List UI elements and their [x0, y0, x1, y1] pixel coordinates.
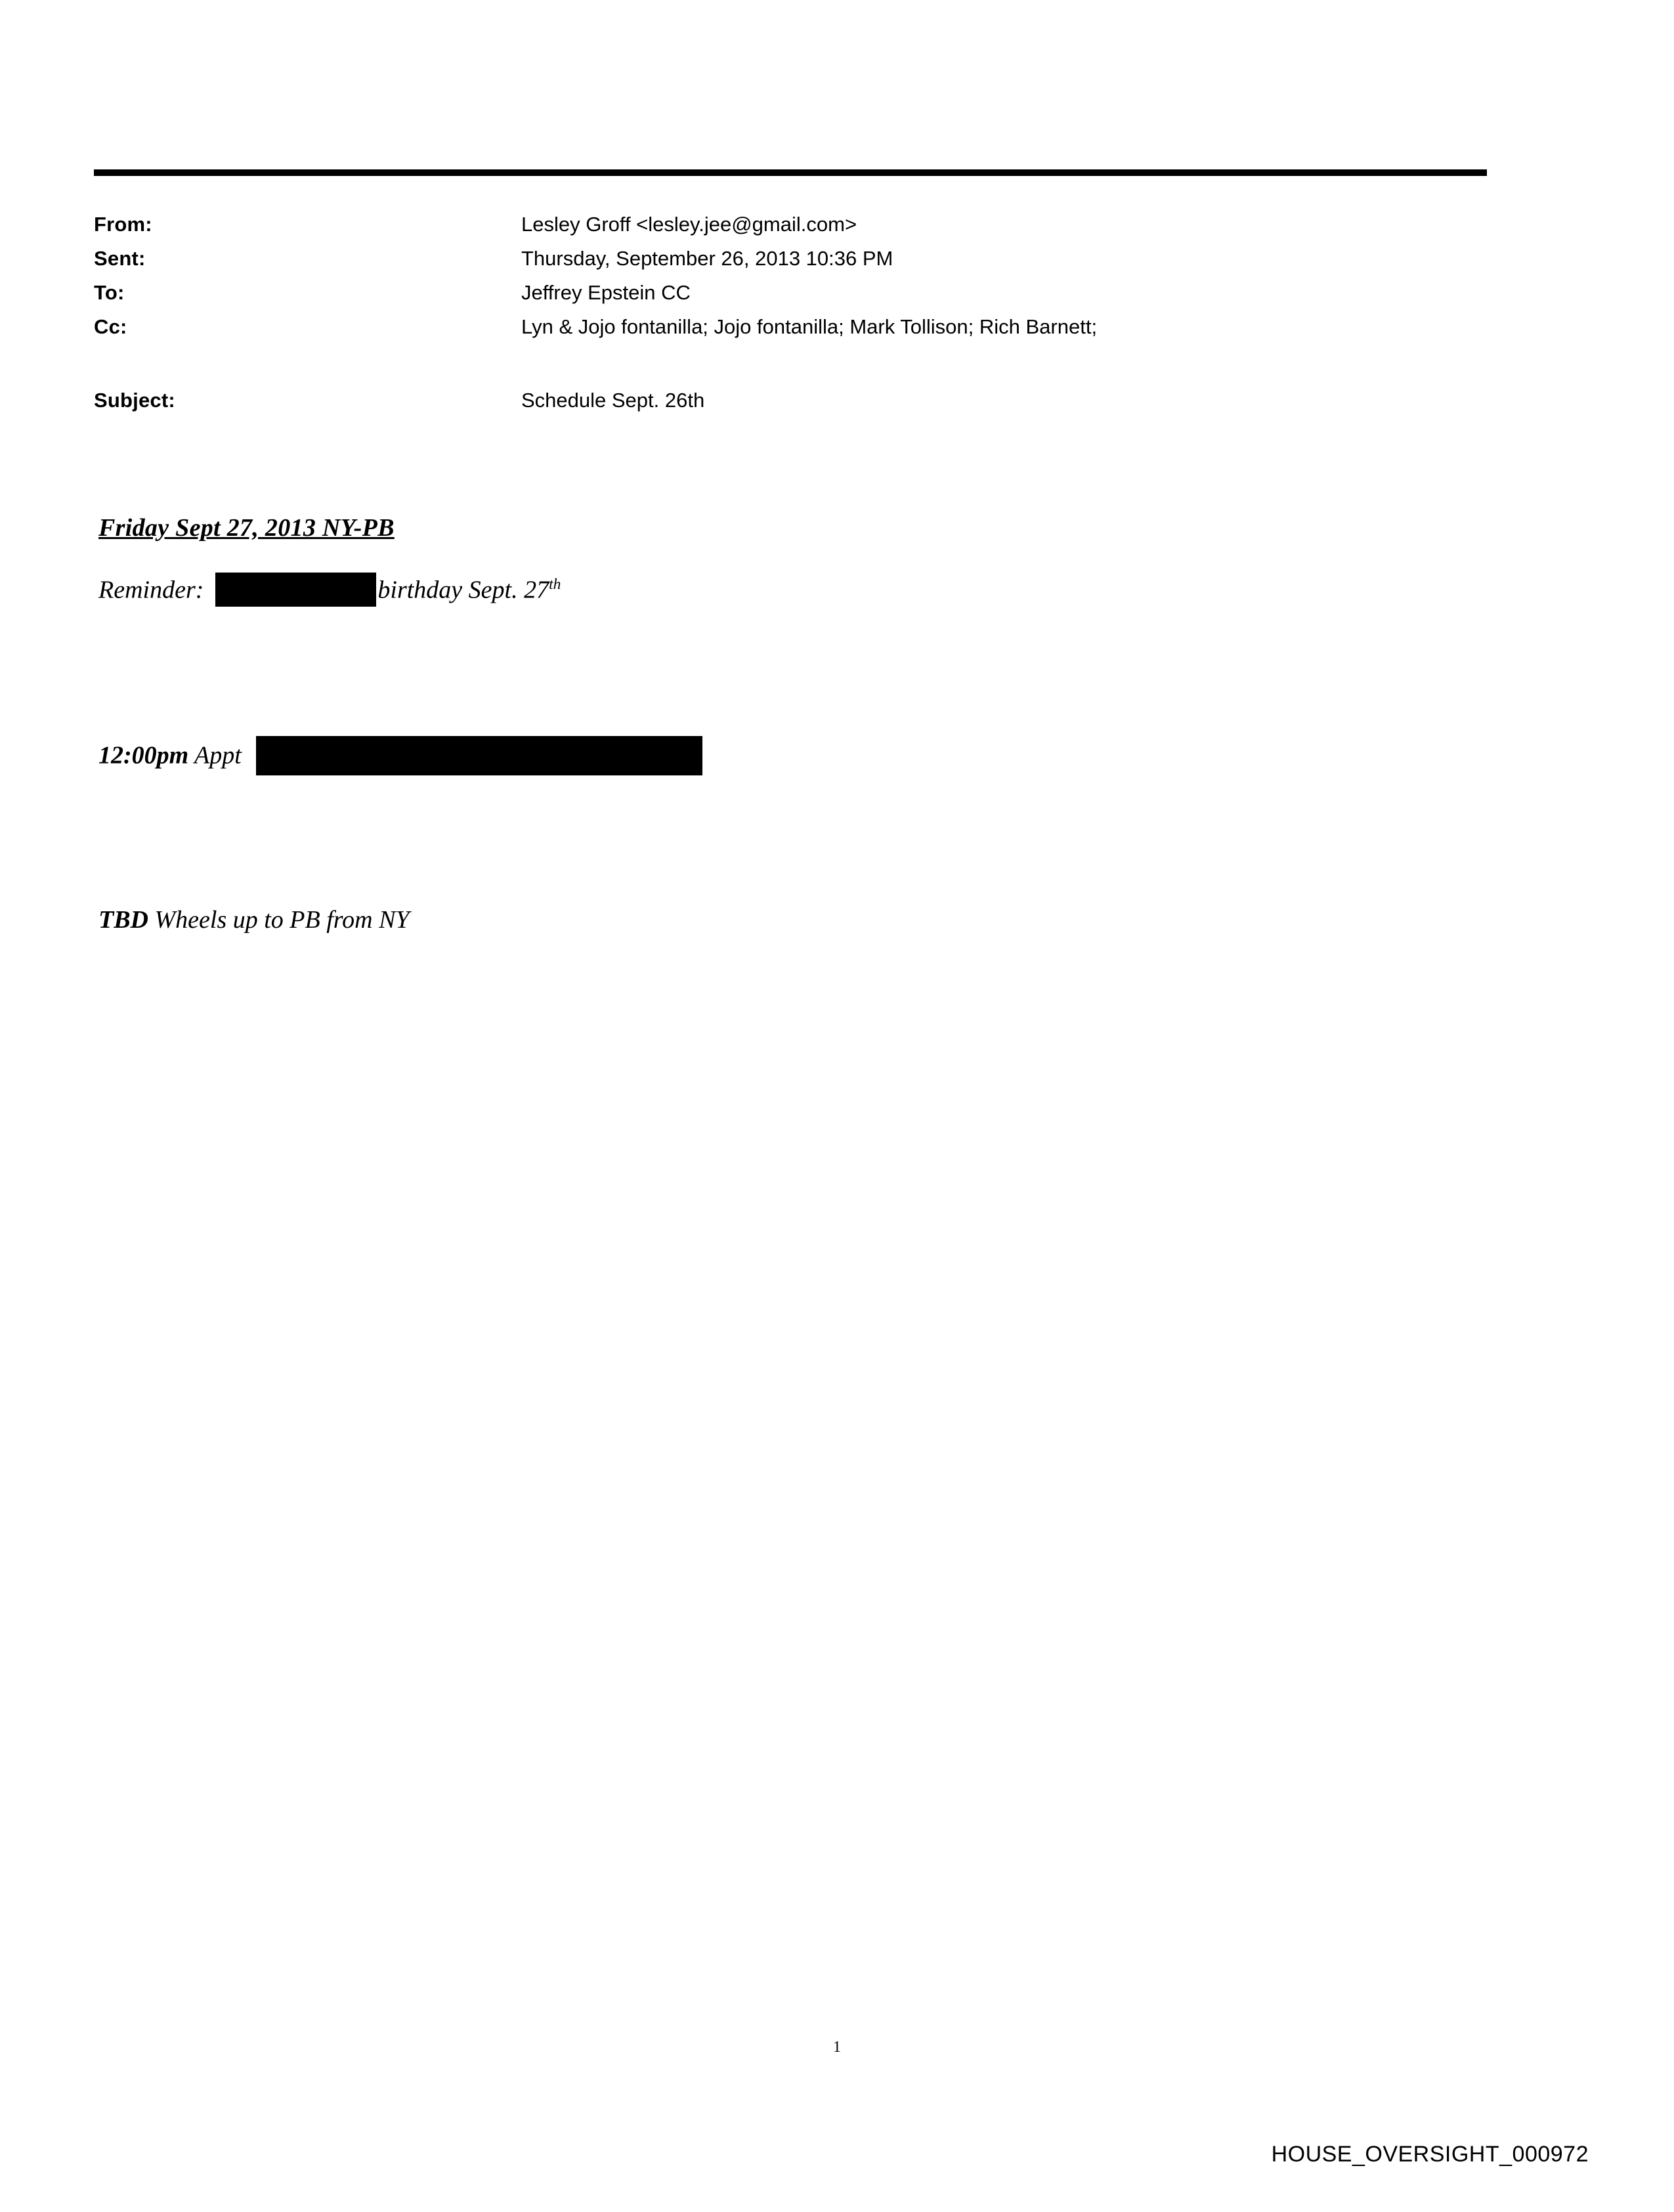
- tbd-line: [98, 905, 1477, 934]
- email-body: [98, 513, 1477, 934]
- redaction-bar-reminder-name: [215, 573, 376, 607]
- sent-value: Thursday, September 26, 2013 10:36 PM: [521, 247, 893, 270]
- header-row-to: [94, 281, 1505, 315]
- header-divider: [94, 169, 1487, 176]
- subject-value: Schedule Sept. 26th: [521, 389, 705, 412]
- redaction-bar-appointment: [256, 736, 702, 775]
- to-value: Jeffrey Epstein CC: [521, 281, 691, 304]
- appointment-time: 12:00pm: [98, 741, 189, 770]
- tbd-label: TBD: [98, 906, 148, 934]
- header-row-cc: [94, 315, 1505, 349]
- redaction-bar-cc-first: [1312, 328, 1509, 358]
- redaction-bar-cc-second: [509, 358, 1375, 387]
- appointment-line: [98, 738, 1477, 777]
- tbd-text: Wheels up to PB from NY: [154, 906, 410, 934]
- from-value: Lesley Groff <lesley.jee@gmail.com>: [521, 213, 857, 236]
- reminder-label: Reminder:: [98, 576, 204, 604]
- header-row-subject: [94, 389, 1505, 423]
- reminder-line: [98, 575, 1477, 609]
- email-header-block: [94, 213, 1505, 423]
- appointment-label: Appt: [194, 741, 242, 770]
- page-number: 1: [833, 2039, 841, 2056]
- sent-label: Sent:: [94, 247, 146, 270]
- from-label: From:: [94, 213, 152, 236]
- to-label: To:: [94, 281, 125, 304]
- cc-label: Cc:: [94, 315, 127, 338]
- subject-label: Subject:: [94, 389, 175, 412]
- header-row-from: [94, 213, 1505, 247]
- cc-value: Lyn & Jojo fontanilla; Jojo fontanilla; Mark Tollison; Rich Barnett;: [521, 315, 1098, 338]
- schedule-day-title: Friday Sept 27, 2013 NY-PB: [98, 514, 395, 542]
- reminder-ordinal-suffix: th: [549, 576, 561, 594]
- bates-number: HOUSE_OVERSIGHT_000972: [1271, 2142, 1589, 2167]
- header-row-sent: [94, 247, 1505, 281]
- reminder-text: birthday Sept. 27: [377, 576, 549, 604]
